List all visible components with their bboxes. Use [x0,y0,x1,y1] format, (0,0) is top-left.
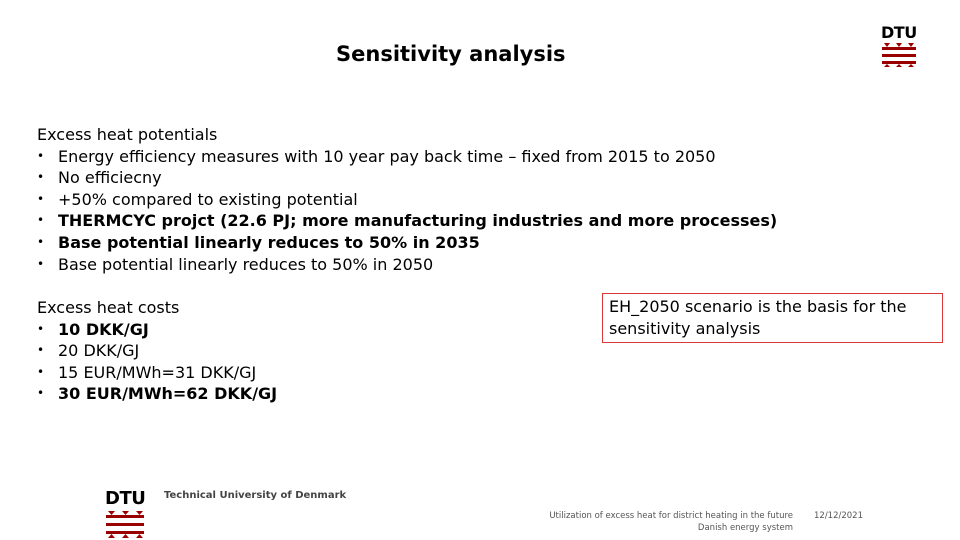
cost-item-text: 30 EUR/MWh=62 DKK/GJ [58,384,278,404]
bullet-icon: • [37,364,45,379]
bullet-icon: • [37,148,45,163]
dtu-footer-logo-icon [104,487,148,539]
bullet-icon: • [37,234,45,249]
list-item [37,167,777,189]
list-item [37,254,777,276]
list-item [37,232,777,254]
bullet-icon: • [37,343,45,358]
bullet-icon: • [37,321,45,336]
institution-name: Technical University of Denmark [164,490,347,501]
potential-item-text: THERMCYC projct (22.6 PJ; more manufacturing industries and more processes) [58,211,778,231]
costs-list [37,319,277,405]
list-item [37,340,277,362]
list-item [37,189,777,211]
bullet-icon: • [37,213,45,228]
list-item [37,319,277,341]
potential-item-text: No efficiecny [58,168,162,188]
potentials-heading: Excess heat potentials [37,125,218,144]
footer-logo-text: DTU [105,488,146,509]
bullet-icon: • [37,256,45,271]
bullet-icon: • [37,170,45,185]
costs-heading: Excess heat costs [37,298,180,317]
potential-item-text: Base potential linearly reduces to 50% in 2050 [58,254,434,274]
footer-caption-line: Utilization of excess heat for district heating in the future [549,511,793,521]
footer-caption [520,510,793,534]
slide-title: Sensitivity analysis [336,42,566,66]
list-item [37,210,777,232]
footer-caption-line: Danish energy system [697,523,793,533]
potential-item-text: Base potential linearly reduces to 50% in 2035 [58,232,480,252]
dtu-logo-text: DTU [881,23,917,42]
bullet-icon: • [37,191,45,206]
scenario-note-box: EH_2050 scenario is the basis for the sensitivity analysis [602,293,943,343]
cost-item-text: 20 DKK/GJ [58,341,140,361]
potentials-list [37,146,777,276]
excess-heat-costs-section [37,297,277,405]
list-item [37,362,277,384]
potential-item-text: Energy efficiency measures with 10 year pay back time – fixed from 2015 to 2050 [58,146,716,166]
cost-item-text: 15 EUR/MWh=31 DKK/GJ [58,362,257,382]
footer-date: 12/12/2021 [814,511,863,521]
dtu-logo-icon [880,22,918,68]
cost-item-text: 10 DKK/GJ [58,319,149,339]
bullet-icon: • [37,386,45,401]
potential-item-text: +50% compared to existing potential [58,189,358,209]
list-item [37,383,277,405]
excess-heat-potentials-section [37,124,777,275]
list-item [37,146,777,168]
